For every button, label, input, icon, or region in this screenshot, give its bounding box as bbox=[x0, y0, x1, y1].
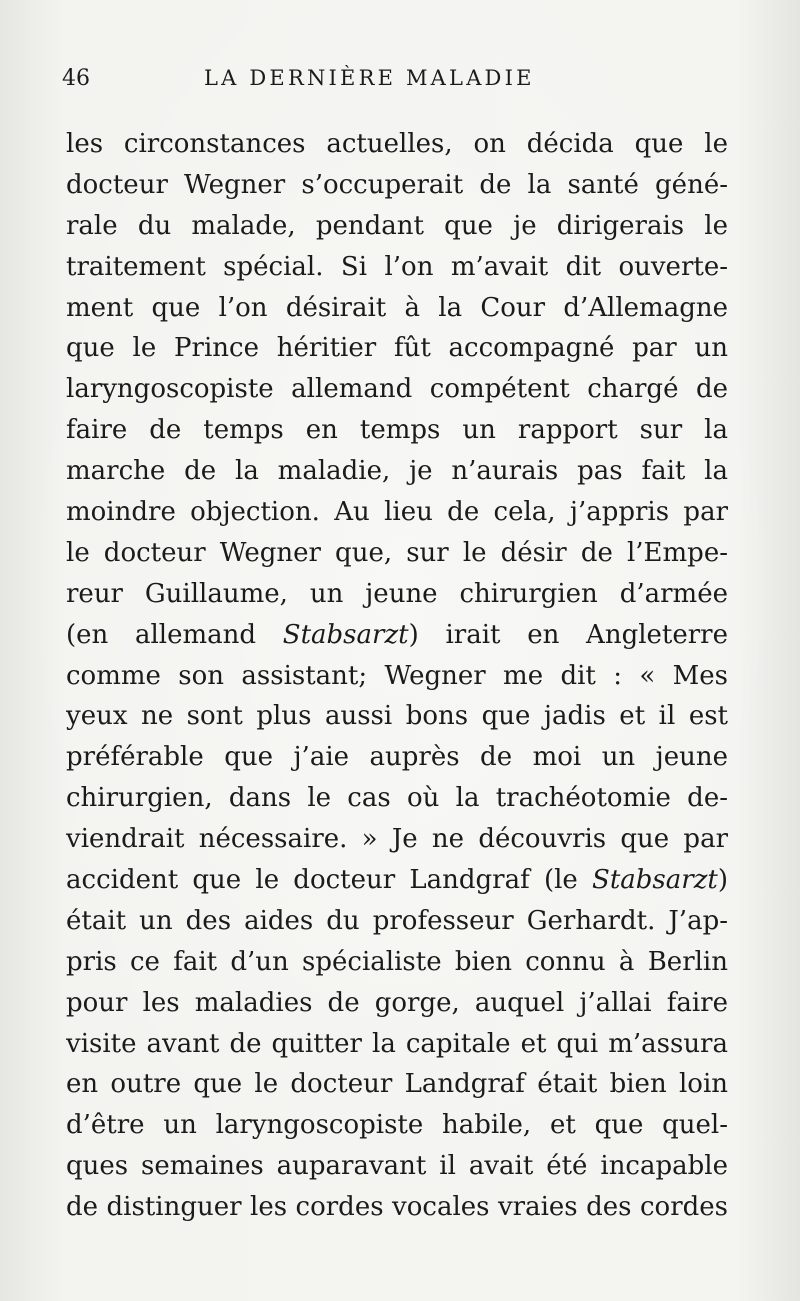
text-line bbox=[66, 1105, 728, 1146]
text-segment: marche de la maladie, je n’aurais pas fait la bbox=[66, 456, 728, 487]
text-line bbox=[66, 533, 728, 574]
text-segment: les circonstances actuelles, on décida que le bbox=[66, 129, 728, 159]
text-segment: comme son assistant; Wegner me dit : « Mes bbox=[66, 660, 728, 691]
text-segment: traitement spécial. Si l’on m’avait dit ouverte- bbox=[66, 251, 728, 282]
text-segment: chirurgien, dans le cas où la trachéotomie de- bbox=[66, 783, 728, 814]
text-segment: visite avant de quitter la capitale et qui m’assura bbox=[66, 1028, 728, 1059]
text-line bbox=[66, 206, 728, 247]
running-title: LA DERNIÈRE MALADIE bbox=[204, 66, 535, 90]
text-segment: viendrait nécessaire. » Je ne découvris que par bbox=[66, 824, 728, 855]
text-line bbox=[66, 901, 728, 942]
text-segment: (en allemand bbox=[66, 619, 283, 650]
text-segment: ) bbox=[717, 865, 728, 896]
text-segment: laryngoscopiste allemand compétent chargé de bbox=[66, 374, 728, 405]
page-header bbox=[62, 66, 742, 102]
text-line bbox=[66, 737, 728, 778]
text-segment: reur Guillaume, un jeune chirurgien d’armée bbox=[66, 578, 728, 609]
text-segment: rale du malade, pendant que je dirigerais le bbox=[66, 210, 728, 241]
text-segment: accident que le docteur Landgraf (le bbox=[66, 865, 593, 896]
text-line bbox=[66, 165, 728, 206]
text-line bbox=[66, 124, 728, 165]
text-segment: pris ce fait d’un spécialiste bien connu à Berlin bbox=[66, 946, 728, 977]
text-line bbox=[66, 492, 728, 533]
text-line bbox=[66, 1064, 728, 1105]
text-segment: pour les maladies de gorge, auquel j’allai faire bbox=[66, 987, 728, 1018]
text-line bbox=[66, 410, 728, 451]
text-segment: ques semaines auparavant il avait été incapable bbox=[66, 1151, 728, 1182]
text-line bbox=[66, 983, 728, 1024]
text-segment: de distinguer les cordes vocales vraies des cordes bbox=[66, 1192, 728, 1223]
text-segment: docteur Wegner s’occuperait de la santé géné- bbox=[66, 169, 728, 200]
text-segment: ment que l’on désirait à la Cour d’Allemagne bbox=[66, 292, 728, 323]
text-line bbox=[66, 1187, 728, 1228]
text-segment: faire de temps en temps un rapport sur la bbox=[66, 415, 728, 446]
text-segment: était un des aides du professeur Gerhardt. J’ap- bbox=[66, 905, 728, 936]
text-line bbox=[66, 328, 728, 369]
text-segment: moindre objection. Au lieu de cela, j’appris par bbox=[66, 497, 728, 528]
text-line bbox=[66, 615, 728, 656]
text-line bbox=[66, 451, 728, 492]
text-line bbox=[66, 574, 728, 615]
text-line bbox=[66, 1146, 728, 1187]
text-line bbox=[66, 942, 728, 983]
text-segment: d’être un laryngoscopiste habile, et que quel- bbox=[66, 1110, 728, 1141]
italic-text-segment: Stabsarzt bbox=[282, 619, 409, 650]
text-segment: en outre que le docteur Landgraf était bien loin bbox=[66, 1069, 728, 1100]
text-line bbox=[66, 288, 728, 329]
page-number: 46 bbox=[62, 66, 90, 91]
italic-text-segment: Stabsarzt bbox=[592, 865, 718, 896]
body-text bbox=[66, 124, 728, 1228]
text-line bbox=[66, 819, 728, 860]
text-line bbox=[66, 696, 728, 737]
text-line bbox=[66, 369, 728, 410]
text-line bbox=[66, 656, 728, 697]
text-line bbox=[66, 1024, 728, 1065]
text-line bbox=[66, 778, 728, 819]
text-segment: le docteur Wegner que, sur le désir de l’Empe- bbox=[66, 537, 728, 568]
text-segment: yeux ne sont plus aussi bons que jadis et il est bbox=[66, 701, 728, 732]
text-segment: ) irait en Angleterre bbox=[408, 619, 728, 650]
text-segment: préférable que j’aie auprès de moi un jeune bbox=[66, 742, 728, 773]
text-segment: que le Prince héritier fût accompagné par un bbox=[66, 333, 728, 364]
text-line bbox=[66, 860, 728, 901]
text-line bbox=[66, 247, 728, 288]
